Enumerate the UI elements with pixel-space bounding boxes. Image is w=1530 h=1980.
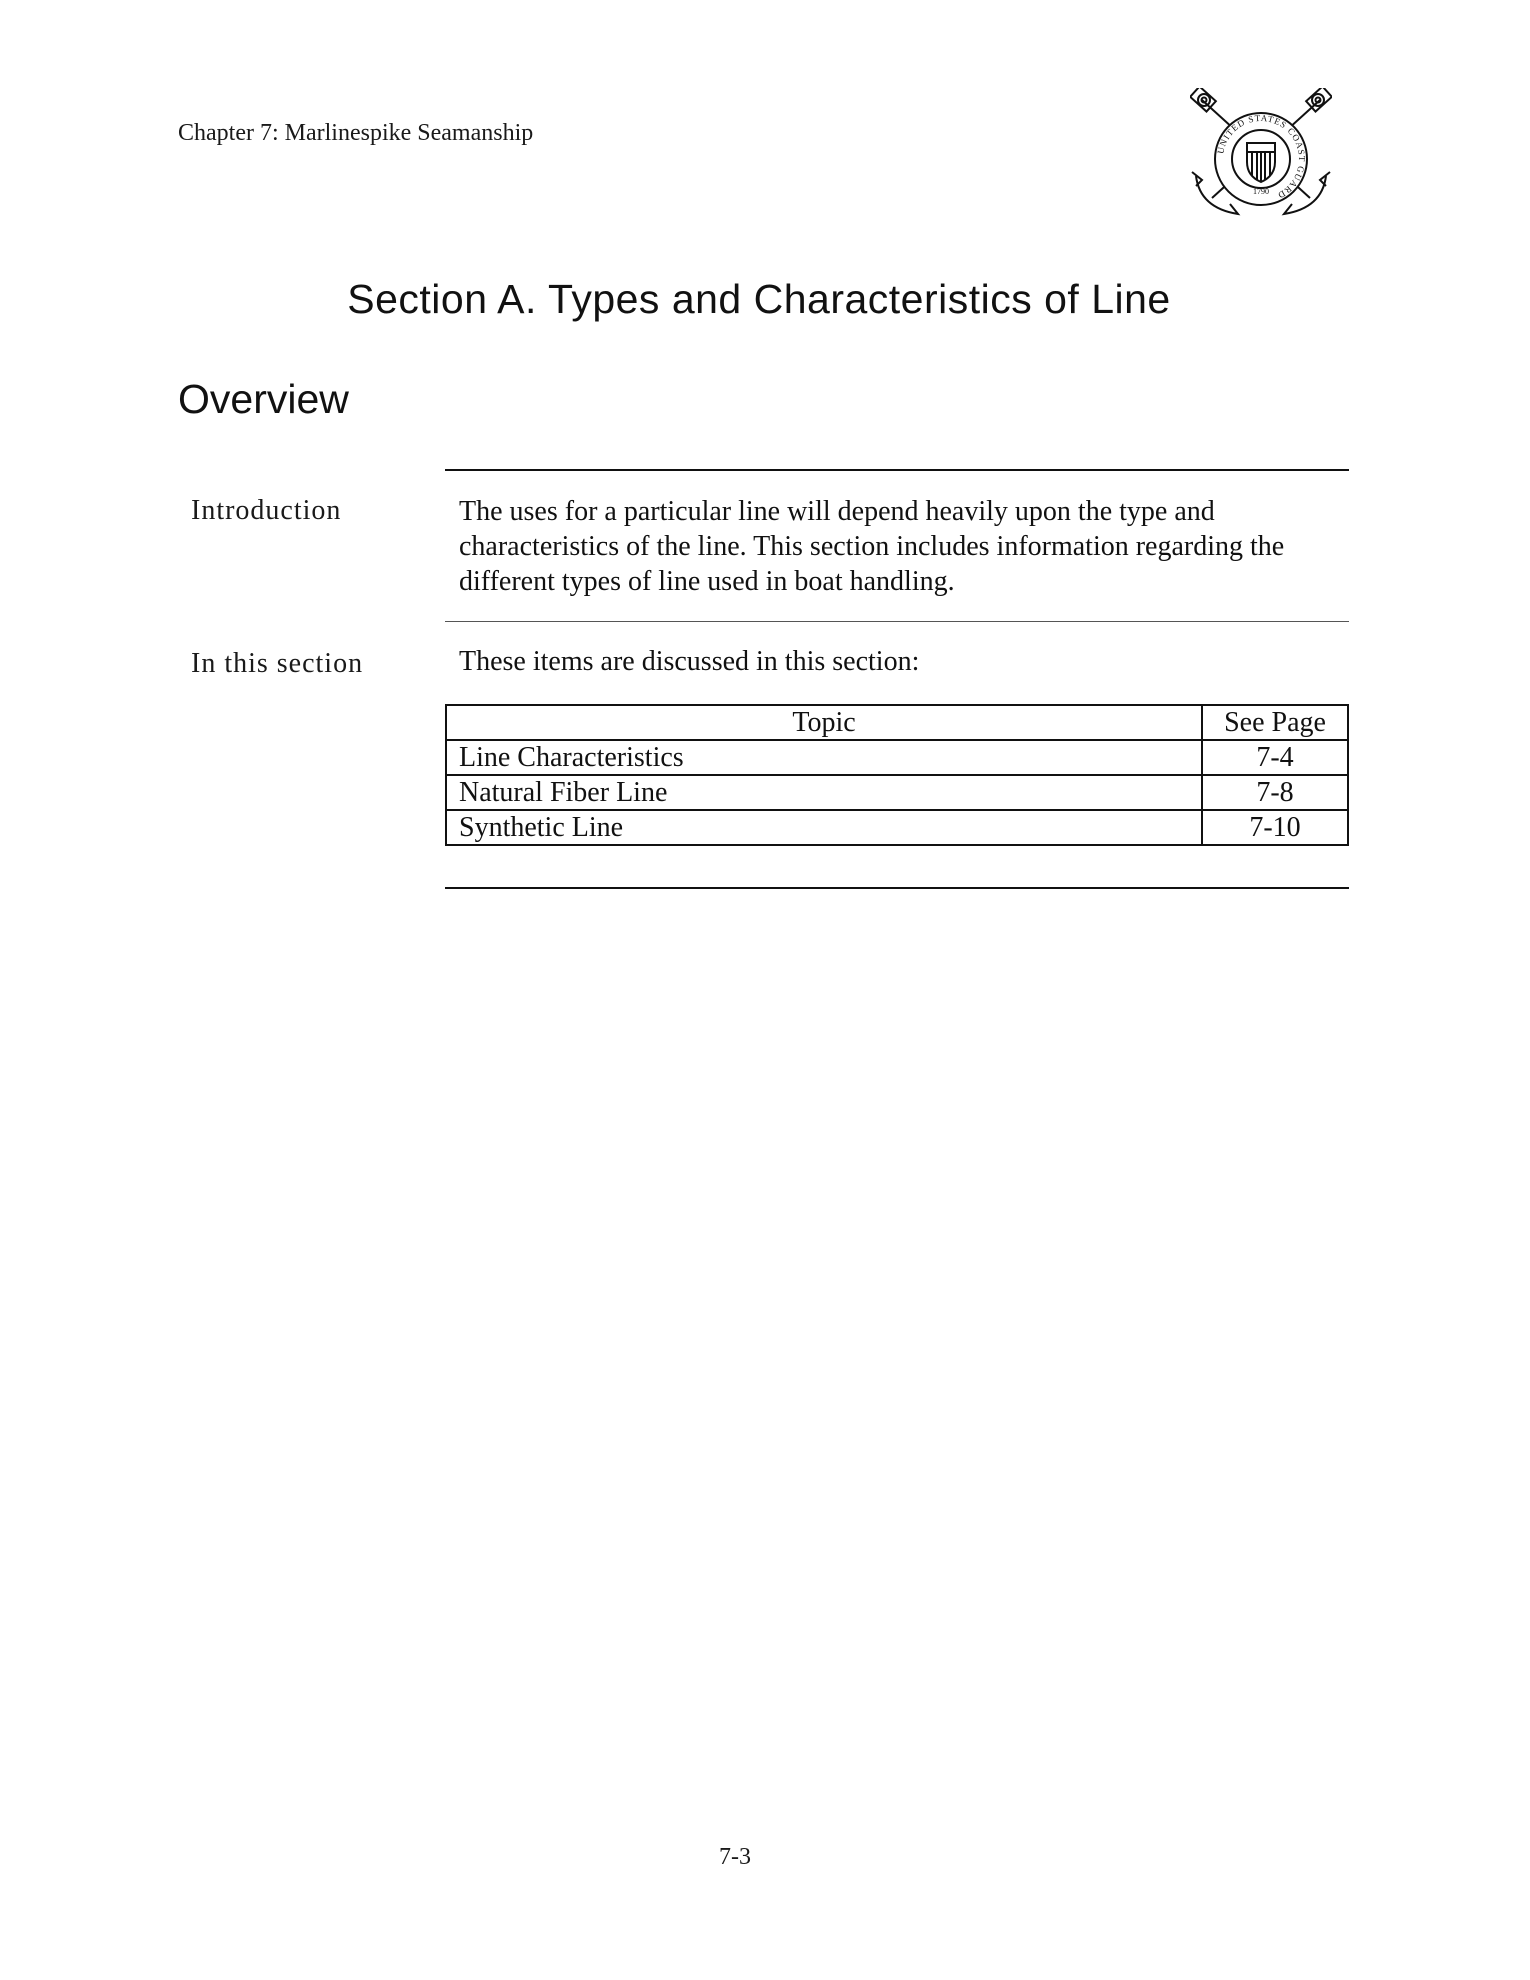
topic-cell: Synthetic Line — [446, 810, 1202, 845]
in-this-section-label: In this section — [191, 648, 364, 679]
page-number: 7-3 — [719, 1844, 751, 1870]
page-cell: 7-4 — [1202, 740, 1348, 775]
coast-guard-emblem — [1190, 88, 1332, 223]
introduction-line: characteristics of the line. This section includes information regarding the — [459, 531, 1285, 562]
column-header-topic: Topic — [446, 705, 1202, 740]
section-title-text: Section A. Types and Characteristics of Line — [347, 276, 1171, 322]
divider-top — [445, 469, 1349, 471]
introduction-line: The uses for a particular line will depend heavily upon the type and — [459, 496, 1215, 527]
introduction-line: different types of line used in boat handling. — [459, 566, 955, 597]
table-row — [446, 740, 1348, 775]
divider-middle — [445, 621, 1349, 622]
topic-cell: Line Characteristics — [446, 740, 1202, 775]
table-row — [446, 810, 1348, 845]
section-title — [0, 276, 1530, 323]
table-row — [446, 775, 1348, 810]
introduction-label: Introduction — [191, 495, 342, 526]
topics-table — [445, 704, 1349, 846]
table-header-row — [446, 705, 1348, 740]
introduction-text — [459, 494, 1344, 599]
in-this-section-intro: These items are discussed in this section: — [459, 646, 920, 677]
overview-heading: Overview — [178, 376, 349, 422]
page-cell: 7-10 — [1202, 810, 1348, 845]
topic-cell: Natural Fiber Line — [446, 775, 1202, 810]
chapter-header: Chapter 7: Marlinespike Seamanship — [178, 120, 534, 146]
emblem-ring-text: UNITED STATES COAST GUARD — [1215, 112, 1308, 201]
column-header-see-page: See Page — [1202, 705, 1348, 740]
divider-bottom — [445, 887, 1349, 889]
emblem-year: 1790 — [1253, 187, 1269, 196]
page-cell: 7-8 — [1202, 775, 1348, 810]
